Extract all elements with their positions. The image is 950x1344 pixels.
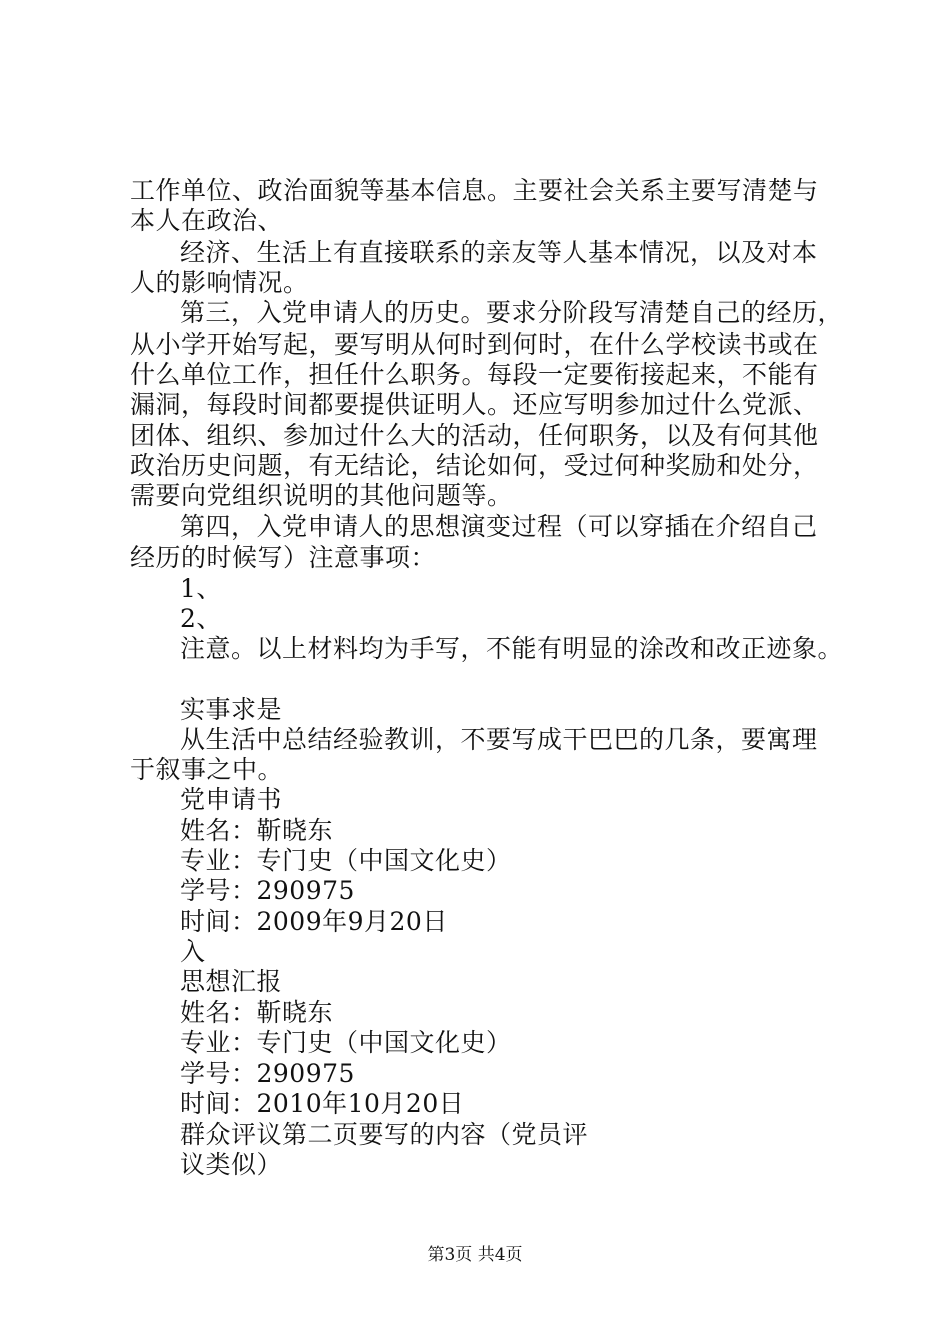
text-line: 实事求是 <box>180 695 283 724</box>
text-line: 漏洞，每段时间都要提供证明人。还应写明参加过什么党派、 <box>130 390 819 419</box>
text-line: 从小学开始写起，要写明从何时到何时，在什么学校读书或在 <box>130 330 819 359</box>
text-line: 党申请书 <box>180 785 283 814</box>
text-line: 经济、生活上有直接联系的亲友等人基本情况，以及对本 <box>180 238 818 267</box>
text-line: 政治历史问题，有无结论，结论如何，受过何种奖励和处分， <box>130 451 819 480</box>
text-line: 入 <box>180 937 206 966</box>
list-item: 1、 <box>180 574 222 603</box>
page-footer: 第3页 共4页 <box>427 1245 523 1265</box>
field-student-id: 学号：290975 <box>180 876 355 905</box>
text-line: 注意。以上材料均为手写，不能有明显的涂改和改正迹象。 <box>180 634 844 663</box>
text-line: 人的影响情况。 <box>130 268 309 297</box>
text-line: 经历的时候写）注意事项： <box>130 543 437 572</box>
text-line: 本人在政治、 <box>130 206 284 235</box>
text-line: 议类似） <box>180 1150 283 1179</box>
section-heading: 思想汇报 <box>180 967 283 996</box>
text-line: 于叙事之中。 <box>130 755 284 784</box>
text-line: 团体、组织、参加过什么大的活动，任何职务，以及有何其他 <box>130 421 819 450</box>
text-line: 需要向党组织说明的其他问题等。 <box>130 481 513 510</box>
field-major: 专业：专门史（中国文化史） <box>180 846 512 875</box>
field-date: 时间：2009年9月20日 <box>180 907 448 936</box>
field-student-id: 学号：290975 <box>180 1059 355 1088</box>
field-name: 姓名：靳晓东 <box>180 816 334 845</box>
field-name: 姓名：靳晓东 <box>180 998 334 1027</box>
field-major: 专业：专门史（中国文化史） <box>180 1028 512 1057</box>
field-date: 时间：2010年10月20日 <box>180 1089 465 1118</box>
text-line: 从生活中总结经验教训，不要写成干巴巴的几条，要寓理 <box>180 725 818 754</box>
text-line: 第四，入党申请人的思想演变过程（可以穿插在介绍自己 <box>180 512 818 541</box>
list-item: 2、 <box>180 604 222 633</box>
text-line: 什么单位工作，担任什么职务。每段一定要衔接起来，不能有 <box>130 360 819 389</box>
text-line: 第三，入党申请人的历史。要求分阶段写清楚自己的经历， <box>180 298 844 327</box>
text-line: 群众评议第二页要写的内容（党员评 <box>180 1120 589 1149</box>
text-line: 工作单位、政治面貌等基本信息。主要社会关系主要写清楚与 <box>130 176 819 205</box>
